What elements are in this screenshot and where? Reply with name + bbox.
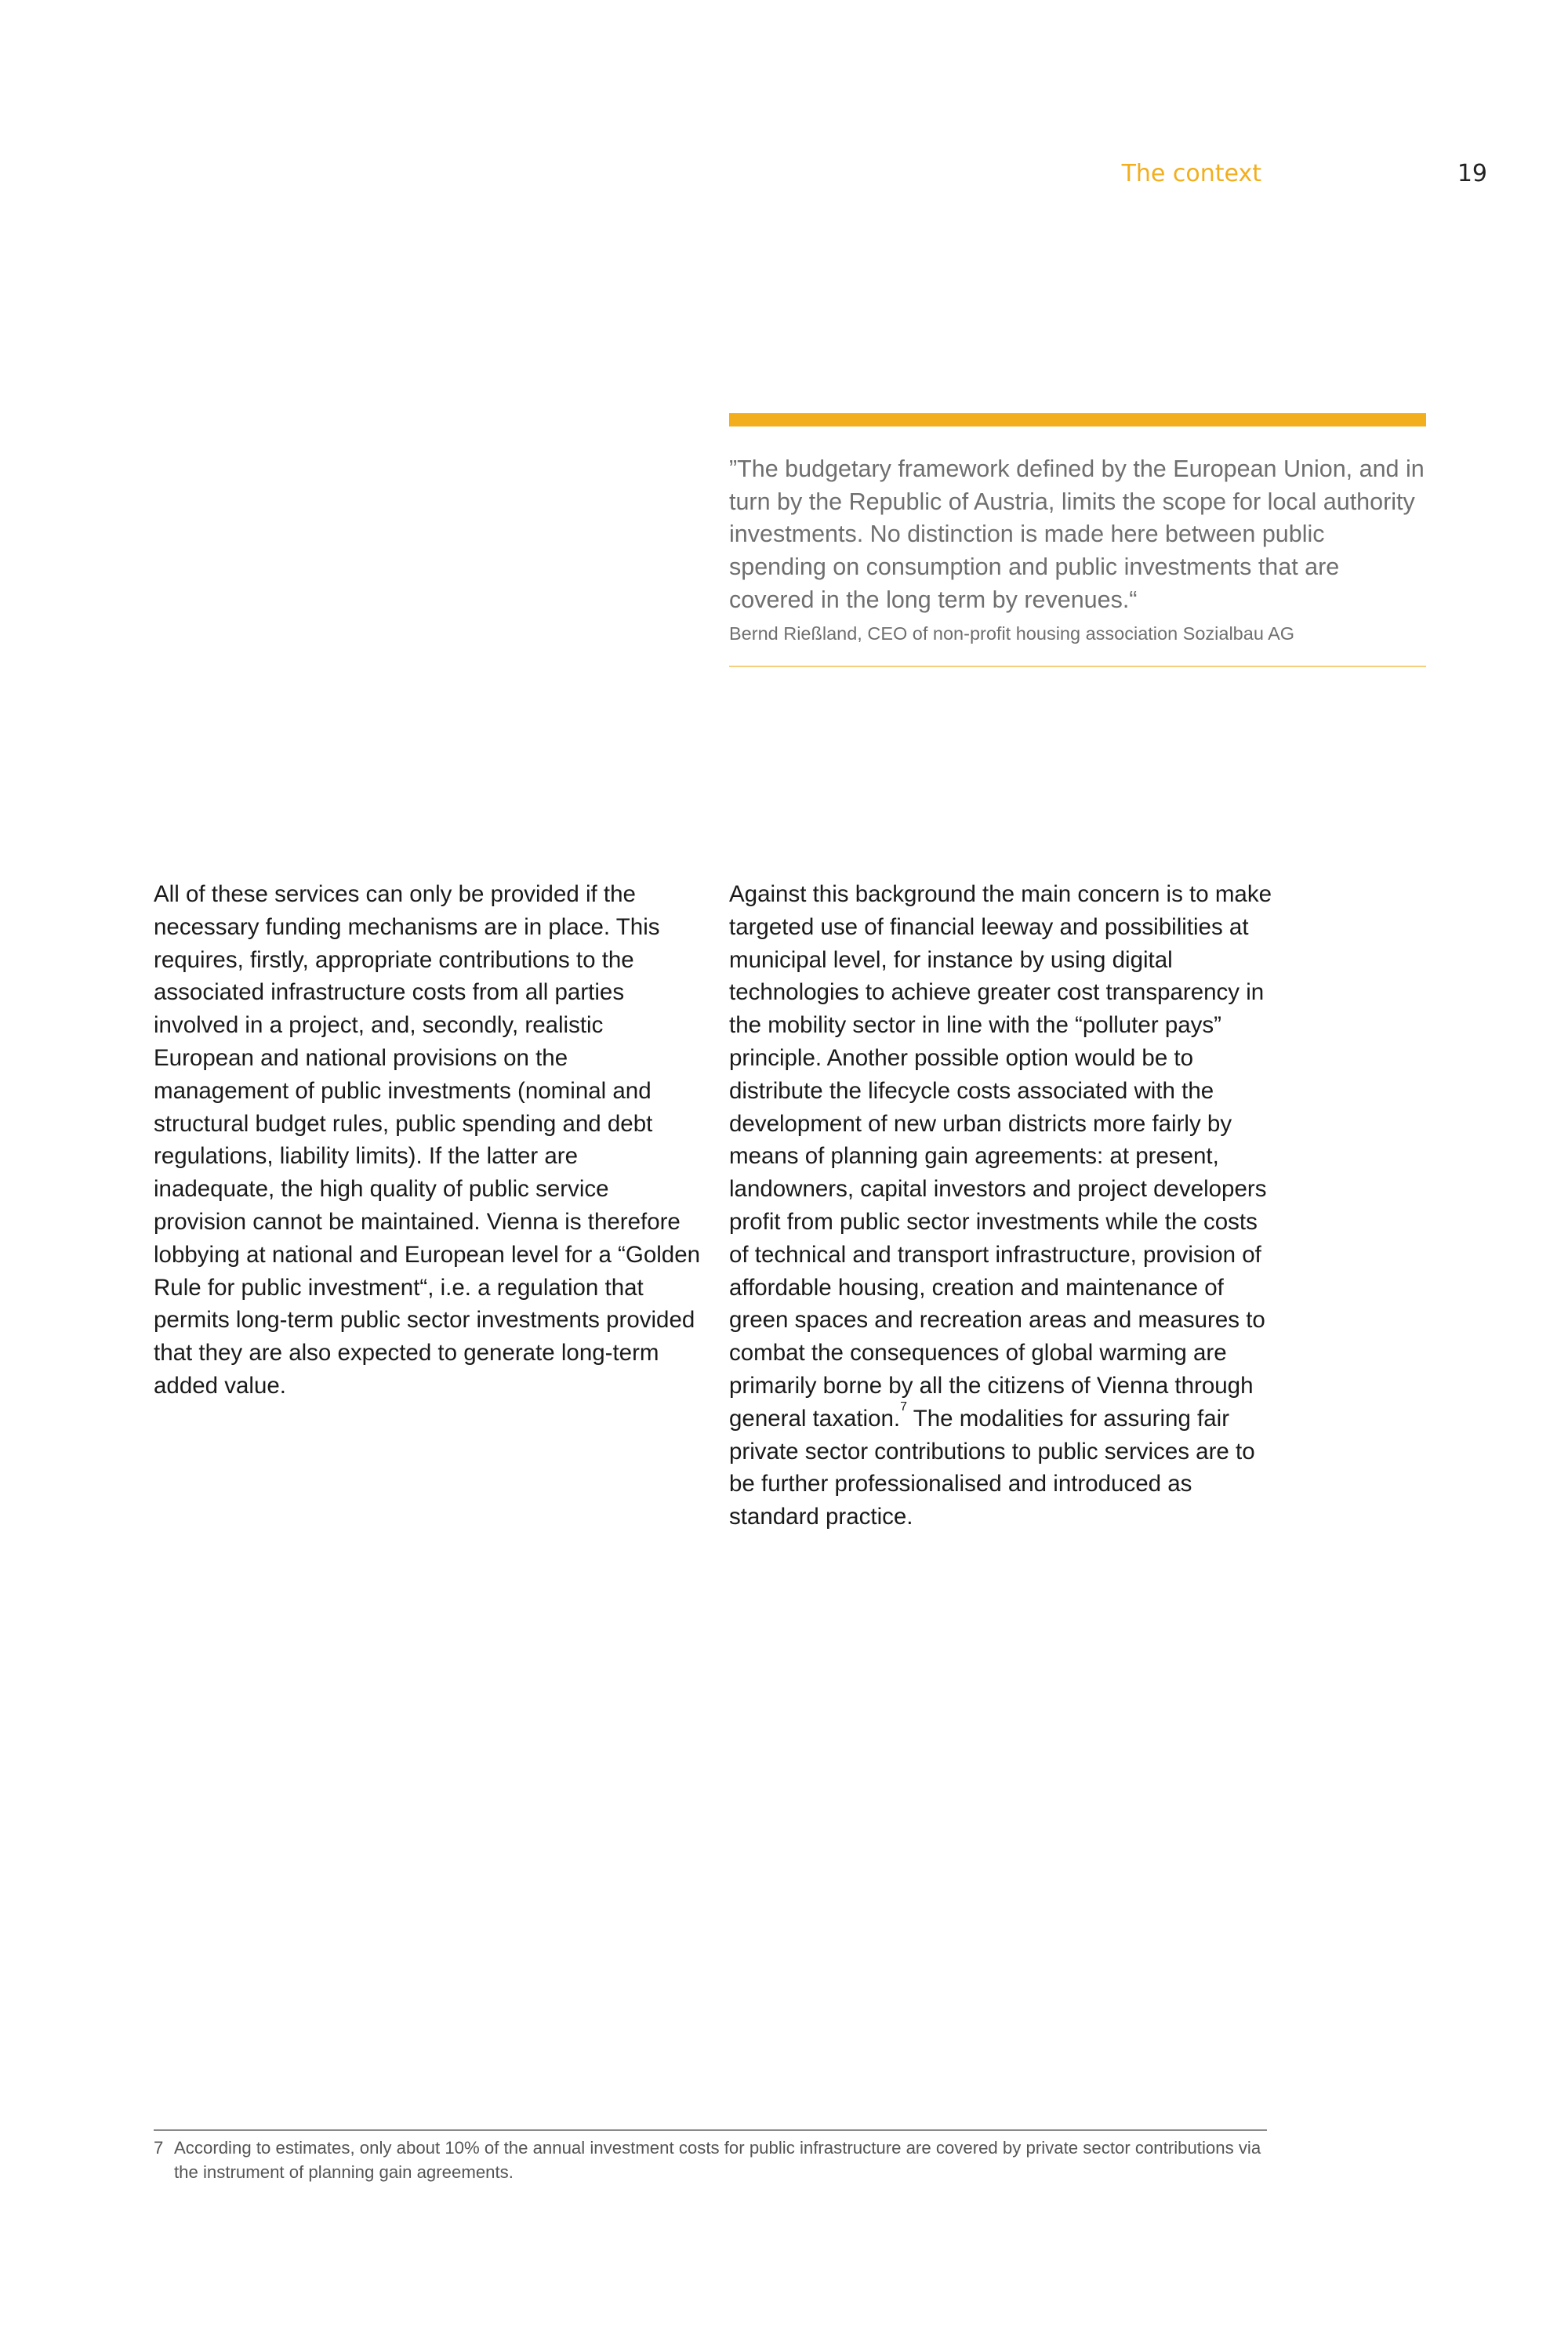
quote-accent-bar: [729, 413, 1426, 426]
footnote: [154, 2136, 1267, 2184]
quote-divider: [729, 666, 1426, 667]
quote-author: Bernd Rießland, CEO of non-profit housing association Sozialbau AG: [729, 622, 1295, 644]
body-paragraph-right: [729, 878, 1278, 1534]
footnote-reference[interactable]: 7: [900, 1399, 908, 1414]
quote-text: ”The budgetary framework defined by the European Union, and in turn by the Republic of Austria, limits the scope for local authority investments. No distinction is made here between public spending on consumption and public investments that are covered in the long term by revenues.“: [729, 456, 1425, 613]
footnote-text: According to estimates, only about 10% of the annual investment costs for public infrastructure are covered by private sector contributions via the instrument of planning gain agreements.: [174, 2138, 1261, 2182]
body-paragraph-right-part2: The modalities for assuring fair private sector contributions to public services are to be further professionalised and introduced as standard practice.: [729, 1405, 1255, 1530]
footnote-number: 7: [154, 2138, 164, 2158]
body-column-right: [729, 878, 1278, 1534]
pull-quote: [729, 413, 1426, 667]
body-column-left: [154, 878, 702, 1403]
body-paragraph-left: All of these services can only be provided if the necessary funding mechanisms are in place. This requires, firstly, appropriate contributions to the associated infrastructure costs from all parties involved in a project, and, secondly, realistic European and national provisions on the management of public investments (nominal and structural budget rules, public spending and debt regulations, liability limits). If the latter are inadequate, the high quality of public service provision cannot be maintained. Vienna is therefore lobbying at national and European level for a “Golden Rule for public investment“, i.e. a regulation that permits long-term public sector investments provided that they are also expected to generate long-term added value.: [154, 881, 701, 1399]
page-number: 19: [1457, 160, 1487, 187]
footnote-divider: [154, 2129, 1267, 2131]
body-paragraph-right-part1: Against this background the main concern is to make targeted use of financial leeway and possibilities at municipal level, for instance by using digital technologies to achieve greater cost transparency in the mobility sector in line with the “polluter pays” principle. Another possible option would be to distribute the lifecycle costs associated with the development of new urban districts more fairly by means of planning gain agreements: at present, landowners, capital investors and project developers profit from public sector investments while the costs of technical and transport infrastructure, provision of affordable housing, creation and maintenance of green spaces and recreation areas and measures to combat the consequences of global warming are primarily borne by all the citizens of Vienna through general taxation.: [729, 881, 1272, 1432]
section-title: The context: [1121, 160, 1261, 187]
